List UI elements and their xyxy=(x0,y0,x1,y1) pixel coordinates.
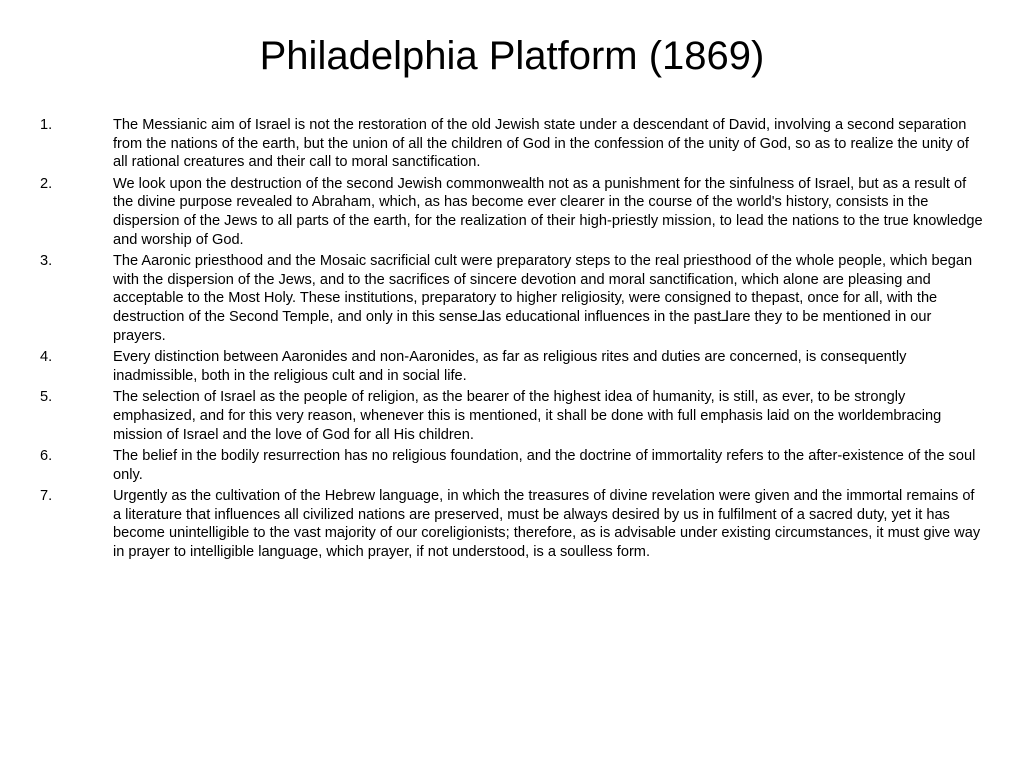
list-item xyxy=(40,116,985,172)
list-item-number: 1. xyxy=(40,117,53,133)
list-item-text: The belief in the bodily resurrection has no religious foundation, and the doctrine of immortality refers to the after-existence of the soul only. xyxy=(113,448,976,483)
platform-list xyxy=(40,116,985,565)
list-item-number: 4. xyxy=(40,349,53,366)
list-item-number: 7. xyxy=(40,488,53,505)
list-item xyxy=(40,175,985,249)
list-item-text: The selection of Israel as the people of religion, as the bearer of the highest idea of humanity, is still, as ever, to be strongly emphasized, and for this very reason, whenever this is mentioned, it shall be done with full emphasis laid on the worldembracing mission of Israel and the love of God for all His children. xyxy=(113,389,942,443)
list-item-text: The Messianic aim of Israel is not the restoration of the old Jewish state under a descendant of David, involving a second separation from the nations of the earth, but the union of all the children of God in the confession of the unity of God, so as to realize the unity of all rational creatures and their call to moral sanctification. xyxy=(113,117,969,171)
list-item-text: Urgently as the cultivation of the Hebrew language, in which the treasures of divine revelation were given and the immortal remains of a literature that influences all civilized nations are preserved, must be always desired by us in fulfilment of a sacred duty, yet it has become unintelligible to the vast majority of our coreligionists; therefore, as is advisable under existing circumstances, it must give way in prayer to intelligible language, which prayer, if not understood, is a soulless form. xyxy=(113,488,981,561)
list-item xyxy=(40,487,985,561)
list-item-text: Every distinction between Aaronides and non-Aaronides, as far as religious rites and duties are concerned, is consequently inadmissible, both in the religious cult and in social life. xyxy=(113,349,907,384)
list-item xyxy=(40,252,985,345)
list-item-text: We look upon the destruction of the second Jewish commonwealth not as a punishment for the sinfulness of Israel, but as a result of the divine purpose revealed to Abraham, which, as has become ever clearer in the course of the world's history, consists in the dispersion of the Jews to all parts of the earth, for the realization of their high-priestly mission, to lead the nations to the true knowledge and worship of God. xyxy=(113,175,983,248)
list-item-text: The Aaronic priesthood and the Mosaic sacrificial cult were preparatory steps to the real priesthood of the whole people, which began with the dispersion of the Jews, and to the sacrifices of sincere devotion and moral sanctification, which alone are pleasing and acceptable to the Most Holy. These institutions, preparatory to higher religiosity, were consigned to thepast, once for all, with the destruction of the Second Temple, and only in this sense⅃as educational influences in the past⅃are they to be mentioned in our prayers. xyxy=(113,253,973,344)
list-item xyxy=(40,447,985,484)
list-item xyxy=(40,388,985,444)
slide-title: Philadelphia Platform (1869) xyxy=(259,34,765,78)
list-item-number: 5. xyxy=(40,389,53,406)
list-item-number: 2. xyxy=(40,175,53,192)
list-item-number: 3. xyxy=(40,253,53,270)
list-item xyxy=(40,348,985,385)
list-item-number: 6. xyxy=(40,448,53,465)
